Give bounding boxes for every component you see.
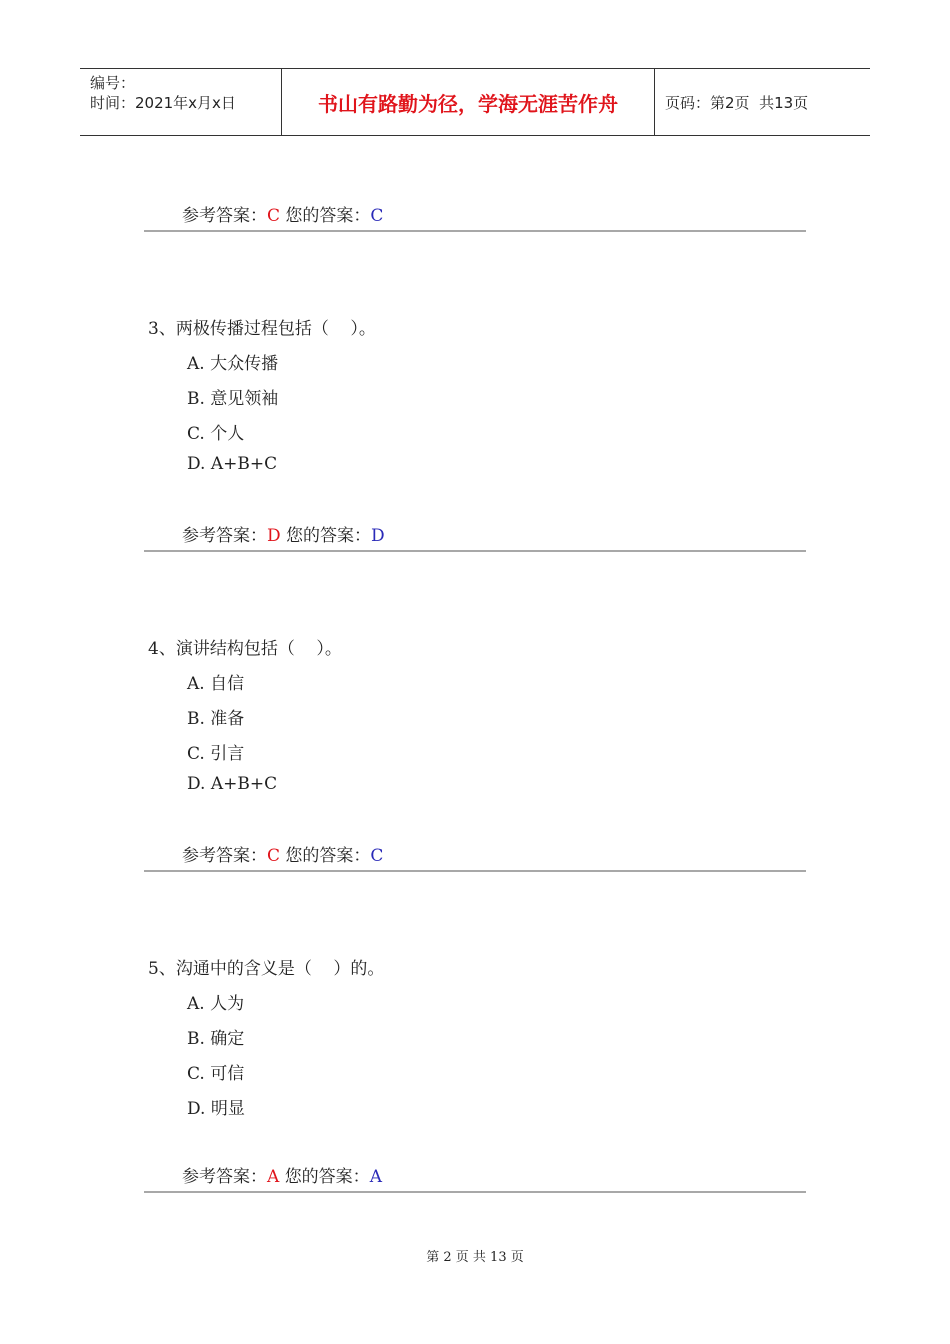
answer-line: [182, 521, 385, 546]
reference-label: 参考答案：: [182, 526, 267, 546]
answer-line: [182, 841, 383, 866]
answer-row: [144, 838, 806, 872]
option-c: C. 可信: [187, 1064, 245, 1084]
answer-row: [144, 1159, 806, 1193]
option-d: D. 明显: [187, 1099, 245, 1119]
header-page-info: [655, 69, 870, 135]
reference-answer: C: [267, 846, 281, 866]
option-b: B. 准备: [187, 709, 245, 729]
reference-answer: A: [267, 1167, 280, 1187]
reference-label: 参考答案：: [182, 1167, 267, 1187]
your-answer: A: [369, 1167, 382, 1187]
option-d: D. A+B+C: [187, 454, 278, 474]
header-page-info-text: 页码：第2页 共13页: [665, 93, 809, 112]
header-time: 时间：2021年x月x日: [90, 94, 236, 112]
answer-line: [182, 1162, 382, 1187]
reference-answer: C: [267, 206, 281, 226]
reference-label: 参考答案：: [182, 206, 267, 226]
header-motto: 书山有路勤为径，学海无涯苦作舟: [282, 69, 655, 135]
question-text: 4、演讲结构包括（ ）。: [148, 639, 342, 659]
question-text: 3、两极传播过程包括（ ）。: [148, 319, 376, 339]
question-text: 5、沟通中的含义是（ ）的。: [148, 959, 385, 979]
your-answer-label: 您的答案：: [286, 526, 372, 546]
your-answer-label: 您的答案：: [285, 206, 371, 226]
option-a: A. 大众传播: [187, 354, 279, 374]
your-answer-label: 您的答案：: [284, 1167, 370, 1187]
option-c: C. 个人: [187, 424, 245, 444]
option-b: B. 确定: [187, 1029, 245, 1049]
reference-label: 参考答案：: [182, 846, 267, 866]
option-a: A. 自信: [187, 674, 245, 694]
option-d: D. A+B+C: [187, 774, 278, 794]
option-a: A. 人为: [187, 994, 245, 1014]
answer-row: [144, 198, 806, 232]
your-answer-label: 您的答案：: [285, 846, 371, 866]
reference-answer: D: [267, 526, 281, 546]
page-footer: 第 2 页 共 13 页: [426, 1250, 524, 1265]
your-answer: C: [370, 206, 384, 226]
page-header: [80, 68, 870, 136]
your-answer: D: [371, 526, 385, 546]
header-number: 编号：: [90, 74, 136, 92]
answer-row: [144, 518, 806, 552]
option-b: B. 意见领袖: [187, 389, 279, 409]
header-meta: [80, 69, 282, 135]
answer-line: [182, 201, 383, 226]
your-answer: C: [370, 846, 384, 866]
option-c: C. 引言: [187, 744, 245, 764]
